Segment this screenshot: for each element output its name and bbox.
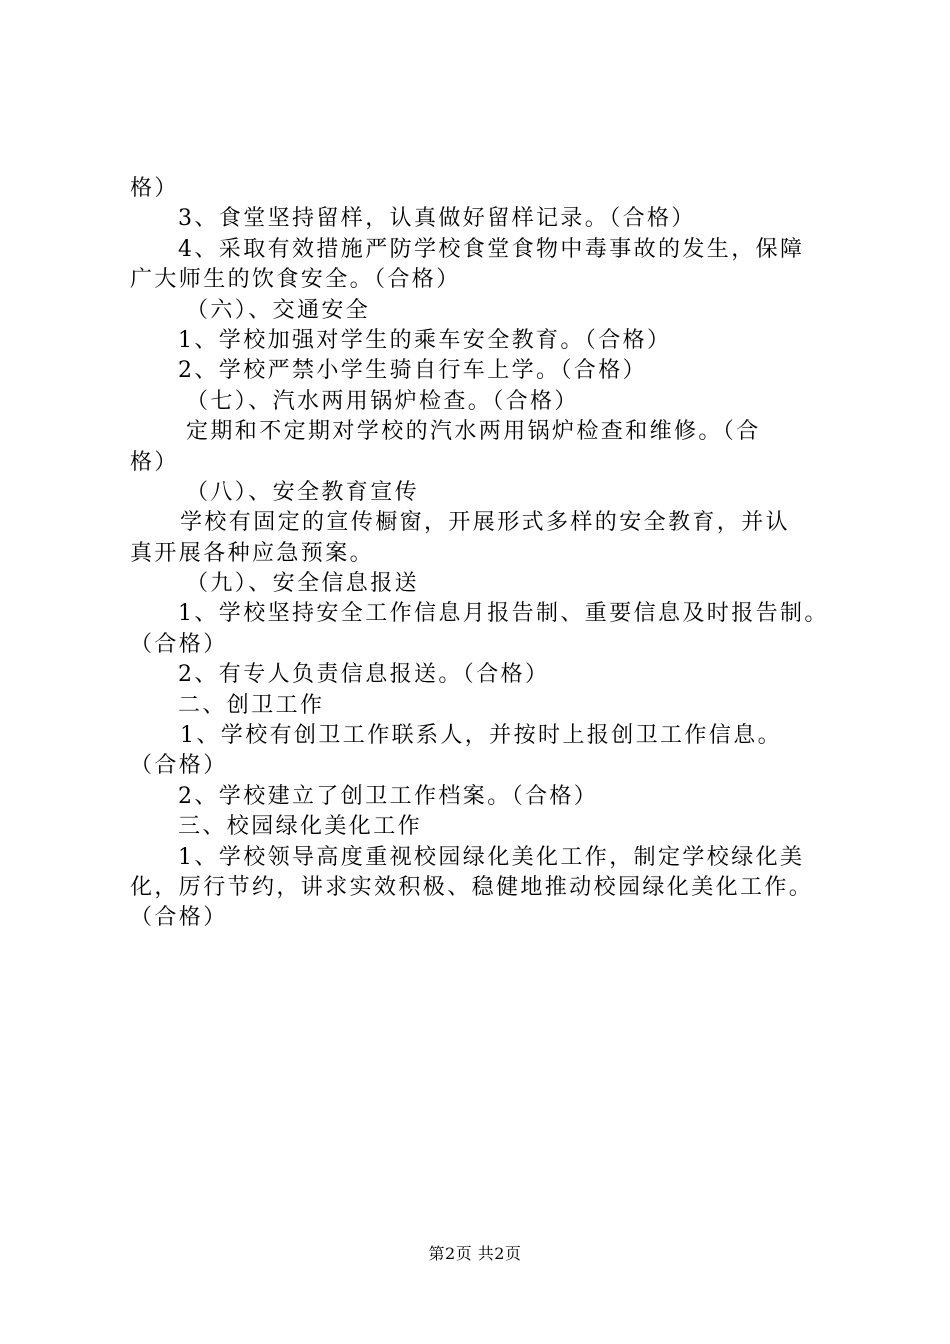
text-line: （合格）: [130, 631, 228, 657]
text-line: 1、学校领导高度重视校园绿化美化工作，制定学校绿化美: [178, 844, 805, 870]
text-line: 1、学校坚持安全工作信息月报告制、重要信息及时报告制。: [178, 601, 829, 627]
text-line: （合格）: [130, 753, 228, 779]
text-line: 定期和不定期对学校的汽水两用锅炉检查和维修。（合: [186, 419, 761, 445]
text-line: 广大师生的饮食安全。（合格）: [130, 267, 461, 293]
section-heading: （八）、安全教育宣传: [186, 479, 420, 505]
text-line: 2、有专人负责信息报送。（合格）: [178, 662, 550, 688]
text-line: 2、学校建立了创卫工作档案。（合格）: [178, 783, 599, 809]
section-heading: （九）、安全信息报送: [186, 571, 420, 597]
text-line: 1、学校有创卫工作联系人，并按时上报创卫工作信息。: [180, 723, 782, 749]
text-line: 2、学校严禁小学生骑自行车上学。（合格）: [178, 358, 647, 384]
text-line: 化，厉行节约，讲求实效积极、稳健地推动校园绿化美化工作。: [130, 874, 814, 900]
text-line: 格）: [130, 176, 179, 201]
text-line: （合格）: [130, 905, 228, 931]
page-footer: 第2页 共2页: [428, 1244, 522, 1263]
text-line: 3、食堂坚持留样，认真做好留样记录。（合格）: [178, 206, 696, 232]
section-heading: （六）、交通安全: [186, 297, 371, 323]
text-line: 1、学校加强对学生的乘车安全教育。（合格）: [178, 327, 672, 353]
text-line: 真开展各种应急预案。: [130, 540, 375, 566]
section-heading: 三、校园绿化美化工作: [178, 814, 423, 840]
text-line: 学校有固定的宣传橱窗，开展形式多样的安全教育，并认: [180, 510, 791, 536]
text-line: 格）: [130, 449, 179, 475]
document-body: [130, 174, 850, 934]
text-line: 4、采取有效措施严防学校食堂食物中毒事故的发生，保障: [178, 236, 805, 262]
section-heading: （七）、汽水两用锅炉检查。（合格）: [186, 388, 579, 414]
section-heading: 二、创卫工作: [178, 692, 325, 718]
